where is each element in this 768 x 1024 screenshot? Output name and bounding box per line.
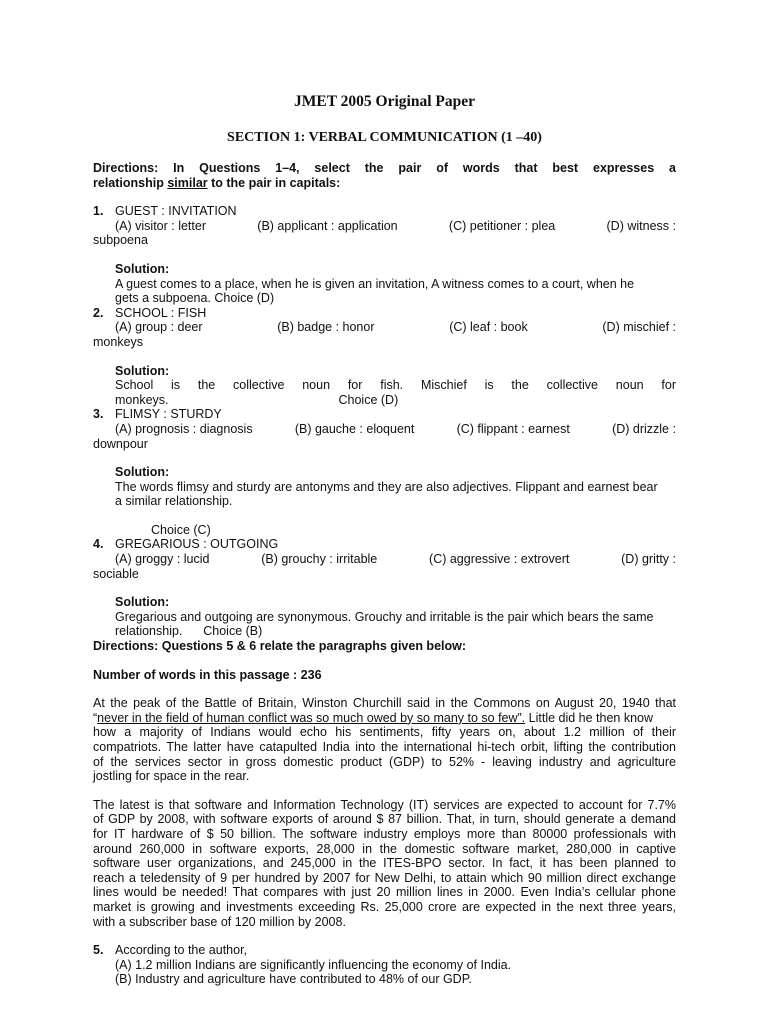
directions-text: to the pair in capitals: — [207, 175, 341, 190]
question-3 — [93, 407, 676, 537]
question-stem-text: GREGARIOUS : OUTGOING — [115, 537, 279, 552]
option-b: (B) Industry and agriculture have contributed to 48% of our GDP. — [115, 972, 472, 987]
word-count: Number of words in this passage : 236 — [93, 667, 322, 682]
question-stem-text: GUEST : INVITATION — [115, 204, 237, 219]
solution-line: The words flimsy and sturdy are antonyms and they are also adjectives. Flippant and earnest bear — [115, 479, 658, 494]
passage-line: compatriots. The latter have catapulted India into the international hi-tech orbit, lifting the contribution — [93, 740, 676, 754]
passage-line: lines would be needed! That compares with just 20 million lines in 2000. Even India’s cellular phone — [93, 885, 676, 900]
question-stem-text: According to the author, — [115, 943, 248, 958]
solution-fragment: monkeys. — [115, 392, 169, 407]
option-d: (D) gritty : — [621, 552, 676, 567]
option-d-wrap: sociable — [93, 566, 139, 581]
option-d: (D) witness : — [606, 218, 676, 233]
directions-1 — [93, 161, 676, 190]
option-d: (D) mischief : — [602, 320, 676, 335]
solution-line: A guest comes to a place, when he is given an invitation, A witness comes to a court, when he — [115, 276, 635, 291]
question-2 — [93, 306, 676, 408]
section-heading: SECTION 1: VERBAL COMMUNICATION (1 –40) — [227, 130, 542, 145]
solution-text — [93, 378, 676, 407]
question-4 — [93, 537, 676, 639]
directions-1-line-2 — [93, 176, 676, 191]
option-b: (B) badge : honor — [277, 320, 375, 335]
quote-mark: “ — [93, 710, 98, 725]
passage-line — [93, 711, 676, 726]
option-b: (B) gauche : eloquent — [294, 421, 415, 436]
question-number: 4. — [93, 537, 104, 552]
passage-paragraph-1 — [93, 696, 676, 784]
solution-heading: Solution: — [115, 363, 170, 378]
option-d: (D) drizzle : — [612, 421, 676, 436]
passage-line: software user organizations, and 245,000 in the ITES-BPO sector. In fact, it has been planned to — [93, 856, 676, 871]
solution-heading: Solution: — [115, 595, 170, 610]
options-row — [93, 320, 676, 335]
option-a: (A) visitor : letter — [115, 218, 206, 233]
options-row — [93, 422, 676, 437]
directions-text: relationship — [93, 175, 168, 190]
passage-line: around 260,000 in software exports, 28,000 in the domestic software market, 280,000 in captive — [93, 841, 676, 856]
passage-line: market is growing and investments exceeding Rs. 25,000 crore are expected in the next three years, — [93, 899, 676, 914]
solution-text — [93, 480, 676, 509]
question-stem — [93, 943, 676, 958]
question-number: 5. — [93, 943, 104, 958]
passage-line: The latest is that software and Information Technology (IT) services are expected to account for 7.7% — [93, 797, 676, 812]
directions-1-line-1: Directions: In Questions 1–4, select the pair of words that best expresses a — [93, 161, 676, 175]
question-stem — [93, 204, 676, 219]
question-number: 3. — [93, 407, 104, 422]
option-b: (B) applicant : application — [257, 218, 398, 233]
options-row — [93, 219, 676, 234]
question-5 — [93, 943, 676, 987]
option-c: (C) petitioner : plea — [448, 218, 556, 233]
solution-line: School is the collective noun for fish. Mischief is the collective noun for — [115, 378, 676, 393]
underlined-word: similar — [167, 175, 208, 190]
passage-line: of GDP by 2008, with software exports of around $ 87 billion. That, in turn, should generate a demand — [93, 812, 676, 827]
question-1 — [93, 204, 676, 306]
option-c: (C) aggressive : extrovert — [429, 552, 570, 567]
passage-line: how a majority of Indians would echo his sentiments, fifty years on, about 1.2 million of their — [93, 725, 676, 740]
question-stem-text: FLIMSY : STURDY — [115, 407, 222, 422]
solution-choice: Choice (C) — [151, 522, 211, 537]
solution-line: Gregarious and outgoing are synonymous. Grouchy and irritable is the pair which bears the same — [115, 609, 654, 624]
page-title: JMET 2005 Original Paper — [294, 93, 475, 110]
question-stem — [93, 306, 676, 321]
option-d-wrap: downpour — [93, 436, 148, 451]
directions-2: Directions: Questions 5 & 6 relate the paragraphs given below: — [93, 639, 467, 654]
option-a: (A) 1.2 million Indians are significantly influencing the economy of India. — [115, 957, 512, 972]
option-b: (B) grouchy : irritable — [261, 552, 378, 567]
question-stem-text: SCHOOL : FISH — [115, 305, 207, 320]
option-a: (A) prognosis : diagnosis — [115, 421, 253, 436]
solution-line: gets a subpoena. Choice (D) — [115, 291, 275, 306]
churchill-quote: never in the field of human conflict was so much owed by so many to so few”. — [97, 710, 526, 725]
solution-choice: Choice (D) — [338, 392, 399, 407]
solution-heading: Solution: — [115, 261, 170, 276]
question-number: 1. — [93, 204, 104, 219]
passage-line: of the services sector in gross domestic product (GDP) to 52% - leaving industry and agriculture — [93, 754, 676, 769]
solution-line: relationship. Choice (B) — [115, 624, 263, 639]
option-a: (A) group : deer — [115, 320, 203, 335]
question-number: 2. — [93, 305, 104, 320]
option-a: (A) groggy : lucid — [115, 552, 210, 567]
passage-line: with a subscriber base of 120 million by 2008. — [93, 914, 346, 929]
option-d-wrap: subpoena — [93, 233, 148, 248]
passage-fragment: Little did he then know — [525, 710, 654, 725]
solution-text — [93, 610, 676, 639]
option-c: (C) flippant : earnest — [456, 421, 570, 436]
question-stem — [93, 407, 676, 422]
passage-line: for IT hardware of $ 50 billion. The software industry employs more than 80000 professionals with — [93, 826, 676, 841]
question-stem — [93, 537, 676, 552]
option-c: (C) leaf : book — [449, 320, 528, 335]
solution-heading: Solution: — [115, 465, 170, 480]
option-d-wrap: monkeys — [93, 334, 144, 349]
solution-text — [93, 277, 676, 306]
passage-line: reach a teledensity of 9 per hundred by 2007 for New Delhi, to attain which 90 million direct exchange — [93, 870, 676, 885]
solution-line: a similar relationship. — [115, 494, 233, 509]
solution-line — [115, 393, 676, 408]
passage-line: At the peak of the Battle of Britain, Winston Churchill said in the Commons on August 20, 1940 that — [93, 696, 676, 711]
options-row — [93, 552, 676, 567]
passage-line: jostling for space in the rear. — [93, 769, 250, 784]
document-body — [93, 161, 676, 987]
passage-paragraph-2 — [93, 798, 676, 929]
